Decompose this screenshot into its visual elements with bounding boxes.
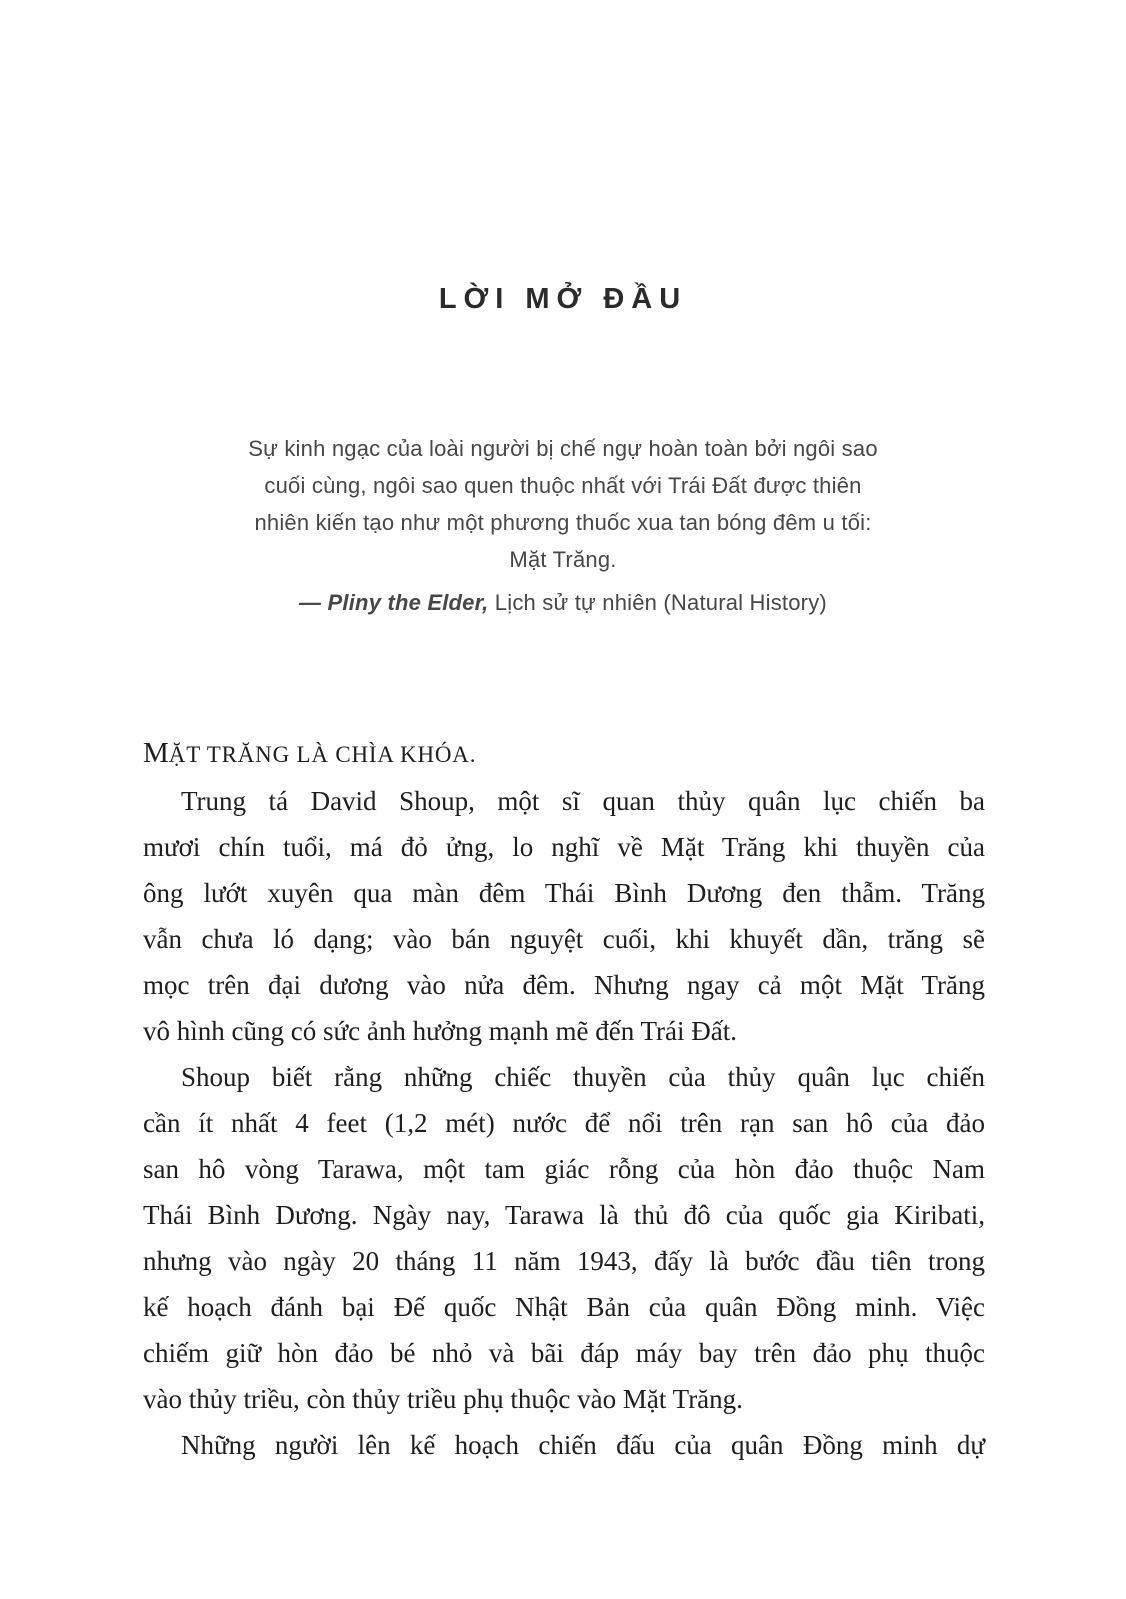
body-line: Những người lên kế hoạch chiến đấu của quân Đồng minh dự: [181, 1430, 985, 1460]
attribution-author: — Pliny the Elder,: [299, 590, 489, 615]
lead-in-rest: ẶT TRĂNG LÀ CHÌA KHÓA.: [168, 742, 477, 767]
body-line: nhưng vào ngày 20 tháng 11 năm 1943, đấy là bước đầu tiên trong: [143, 1246, 985, 1276]
body-line: vẫn chưa ló dạng; vào bán nguyệt cuối, khi khuyết dần, trăng sẽ: [143, 924, 985, 954]
body-line: Shoup biết rằng những chiếc thuyền của thủy quân lục chiến: [181, 1062, 985, 1092]
body-line: mươi chín tuổi, má đỏ ửng, lo nghĩ về Mặt Trăng khi thuyền của: [143, 832, 985, 862]
body-line: chiếm giữ hòn đảo bé nhỏ và bãi đáp máy bay trên đảo phụ thuộc: [143, 1338, 985, 1368]
epigraph-attribution: [0, 584, 1126, 621]
body-line: san hô vòng Tarawa, một tam giác rỗng của hòn đảo thuộc Nam: [143, 1154, 985, 1184]
body-text: [143, 730, 985, 1468]
body-line: vào thủy triều, còn thủy triều phụ thuộc vào Mặt Trăng.: [143, 1384, 743, 1414]
body-line: kế hoạch đánh bại Đế quốc Nhật Bản của quân Đồng minh. Việc: [143, 1292, 985, 1322]
body-line: vô hình cũng có sức ảnh hưởng mạnh mẽ đến Trái Đất.: [143, 1016, 737, 1046]
epigraph-line: nhiên kiến tạo như một phương thuốc xua tan bóng đêm u tối:: [254, 510, 872, 535]
epigraph-lines: [0, 430, 1126, 578]
epigraph: [0, 430, 1126, 621]
epigraph-line: Sự kinh ngạc của loài người bị chế ngự hoàn toàn bởi ngôi sao: [248, 436, 878, 461]
lead-in-line: [143, 730, 985, 778]
body-line: cần ít nhất 4 feet (1,2 mét) nước để nổi trên rạn san hô của đảo: [143, 1108, 985, 1138]
body-line: Thái Bình Dương. Ngày nay, Tarawa là thủ đô của quốc gia Kiribati,: [143, 1200, 985, 1230]
body-line: mọc trên đại dương vào nửa đêm. Nhưng ngay cả một Mặt Trăng: [143, 970, 985, 1000]
body-line: Trung tá David Shoup, một sĩ quan thủy quân lục chiến ba: [181, 786, 985, 816]
chapter-title: LỜI MỞ ĐẦU: [438, 283, 688, 315]
epigraph-line: Mặt Trăng.: [509, 547, 617, 572]
epigraph-line: cuối cùng, ngôi sao quen thuộc nhất với Trái Đất được thiên: [264, 473, 862, 498]
body-paragraphs: [143, 778, 985, 1468]
body-line: ông lướt xuyên qua màn đêm Thái Bình Dương đen thẫm. Trăng: [143, 878, 985, 908]
lead-in-first-letter: M: [143, 737, 169, 769]
attribution-work: Lịch sử tự nhiên (Natural History): [488, 590, 827, 615]
